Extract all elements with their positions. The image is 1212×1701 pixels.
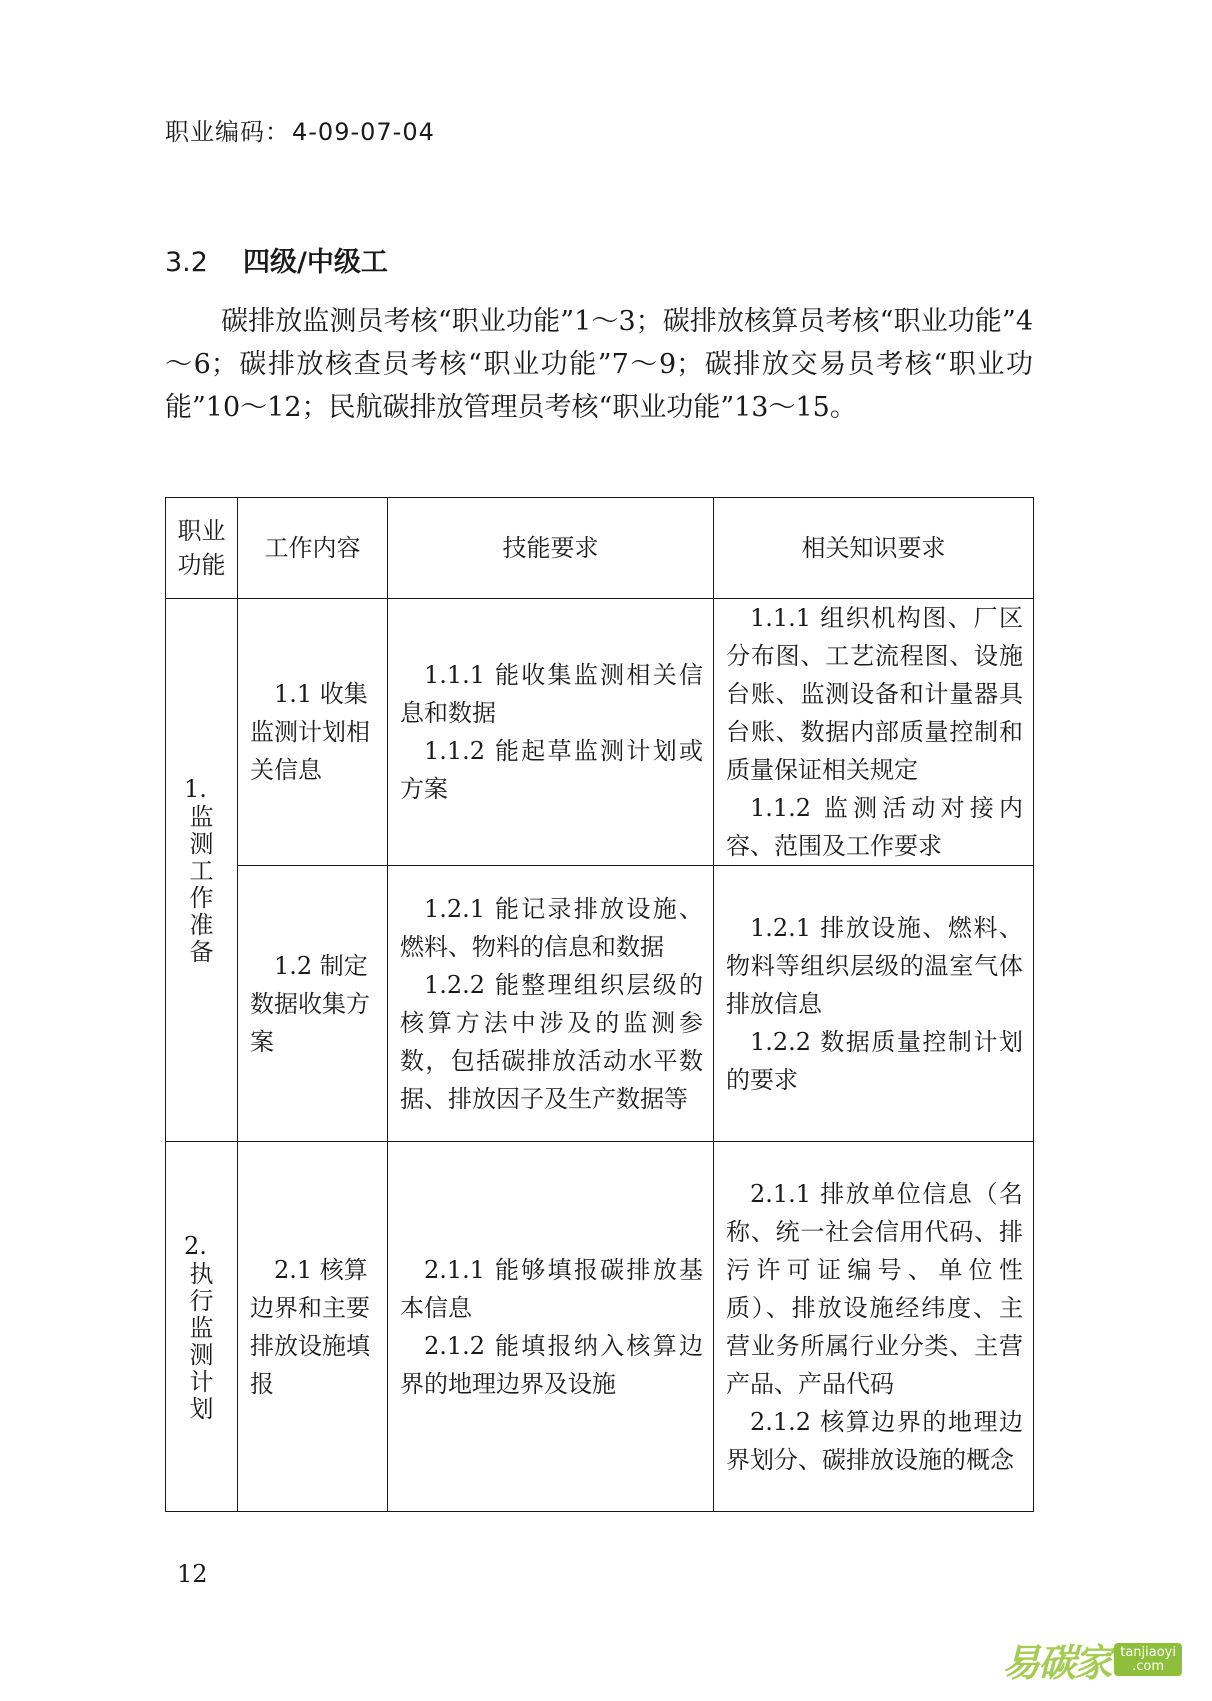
work-content-cell: 1.1 收集监测计划相关信息: [238, 599, 388, 866]
skill-item: 2.1.2 能填报纳入核算边界的地理边界及设施: [400, 1331, 703, 1398]
knowledge-item: 1.1.1 组织机构图、厂区分布图、工艺流程图、设施台账、监测设备和计量器具台账、数据内部质量控制和质量保证相关规定: [726, 604, 1023, 784]
header-skill-requirements: 技能要求: [388, 498, 714, 599]
section-title: 四级/中级工: [243, 247, 388, 278]
section-heading: [165, 240, 388, 279]
occupation-code-label: 职业编码：: [165, 118, 290, 146]
table-header-row: [166, 498, 1034, 599]
section-number: 3.2: [165, 247, 208, 278]
knowledge-cell: [714, 1142, 1034, 1512]
occupation-code-value: 4-09-07-04: [292, 118, 435, 146]
work-content-cell: 2.1 核算边界和主要排放设施填报: [238, 1142, 388, 1512]
skills-cell: [388, 866, 714, 1142]
skill-item: 1.2.1 能记录排放设施、燃料、物料的信息和数据: [400, 894, 703, 961]
header-work-content: 工作内容: [238, 498, 388, 599]
header-function: 职业功能: [166, 498, 238, 599]
watermark-domain-line2: .com: [1132, 1659, 1165, 1674]
table-row: [166, 1142, 1034, 1512]
function-cell: [166, 1142, 238, 1512]
function-name: 执行监测计划: [189, 1259, 214, 1423]
skill-item: 1.2.2 能整理组织层级的核算方法中涉及的监测参数，包括碳排放活动水平数据、排放因子及生产数据等: [400, 970, 703, 1113]
header-knowledge-requirements: 相关知识要求: [714, 498, 1034, 599]
function-number: 1.: [184, 775, 207, 803]
knowledge-cell: [714, 599, 1034, 866]
watermark-domain-line1: tanjiaoyi: [1120, 1645, 1176, 1660]
knowledge-item: 2.1.1 排放单位信息（名称、统一社会信用代码、排污许可证编号、单位性质）、排放设施经纬度、主营业务所属行业分类、主营产品、产品代码: [726, 1179, 1023, 1398]
work-content-cell: 1.2 制定数据收集方案: [238, 866, 388, 1142]
function-name: 监测工作准备: [189, 803, 214, 966]
function-number: 2.: [184, 1231, 207, 1260]
table-row: [166, 866, 1034, 1142]
skills-cell: [388, 1142, 714, 1512]
knowledge-item: 1.2.2 数据质量控制计划的要求: [726, 1027, 1023, 1094]
skill-item: 1.1.1 能收集监测相关信息和数据: [400, 661, 703, 727]
function-cell: [166, 599, 238, 1142]
skill-item: 2.1.1 能够填报碳排放基本信息: [400, 1255, 703, 1322]
watermark-logo: [1002, 1632, 1182, 1687]
knowledge-cell: [714, 866, 1034, 1142]
watermark-logo-text: 易碳家: [1002, 1641, 1111, 1685]
skills-table: [165, 497, 1034, 1512]
intro-paragraph: 碳排放监测员考核“职业功能”1～3；碳排放核算员考核“职业功能”4～6；碳排放核查员考核“职业功能”7～9；碳排放交易员考核“职业功能”10～12；民航碳排放管理员考核“职业功能”13～15。: [165, 306, 1033, 423]
skills-cell: [388, 599, 714, 866]
watermark-domain-badge: [1114, 1643, 1182, 1676]
knowledge-item: 1.1.2 监测活动对接内容、范围及工作要求: [726, 794, 1023, 860]
knowledge-item: 1.2.1 排放设施、燃料、物料等组织层级的温室气体排放信息: [726, 913, 1023, 1018]
occupation-code: [165, 112, 435, 147]
table-row: [166, 599, 1034, 866]
knowledge-item: 2.1.2 核算边界的地理边界划分、碳排放设施的概念: [726, 1407, 1023, 1474]
skill-item: 1.1.2 能起草监测计划或方案: [400, 737, 703, 803]
page-number: 12: [177, 1560, 208, 1588]
